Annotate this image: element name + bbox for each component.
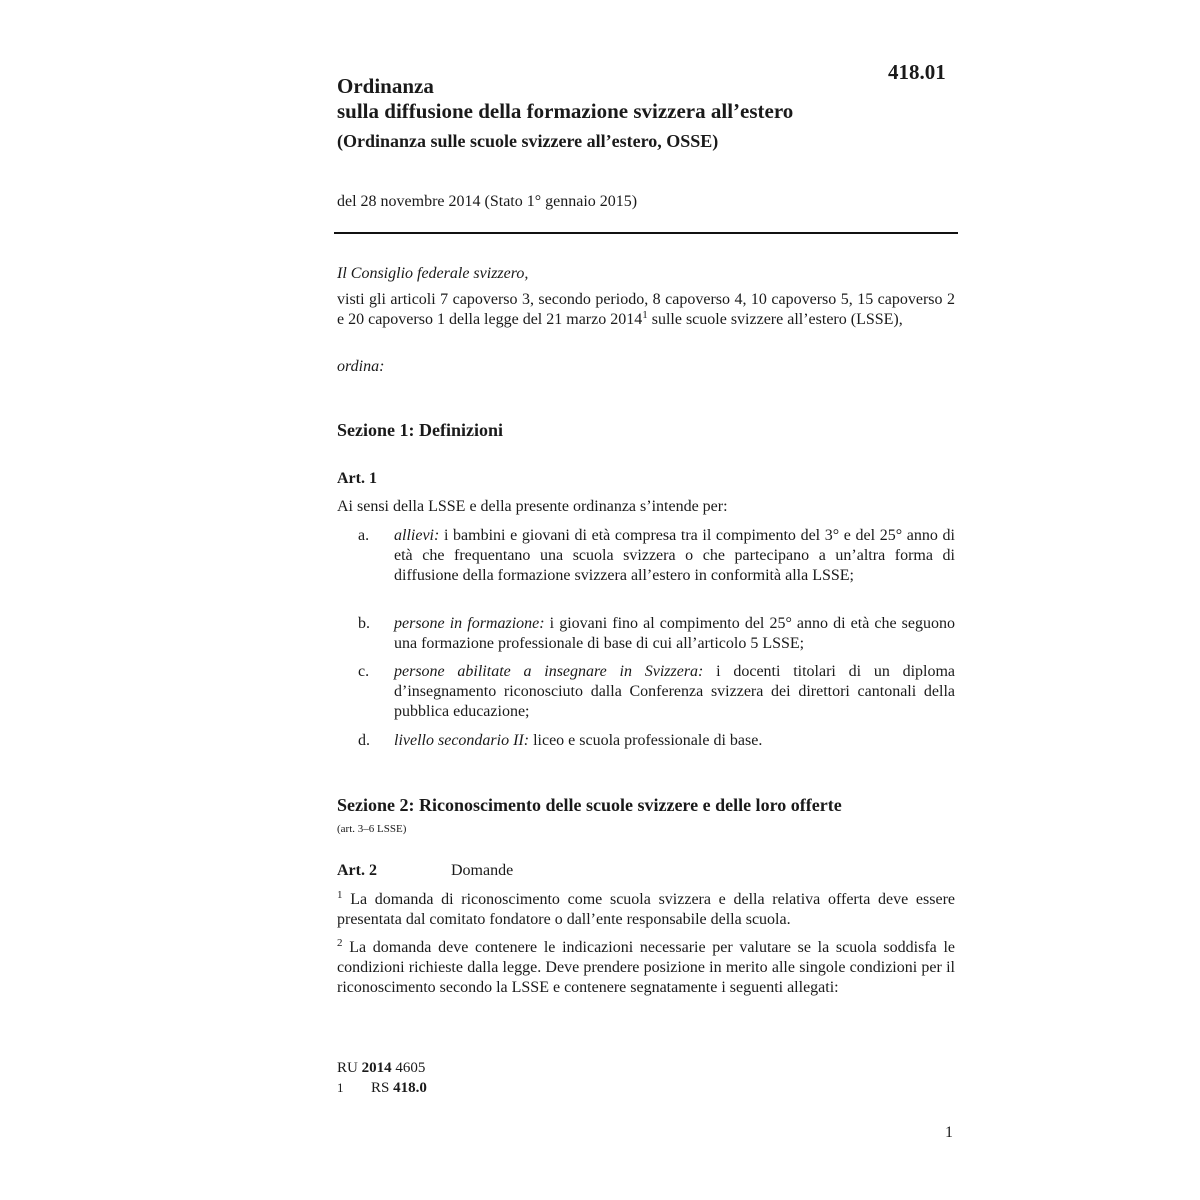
paragraph-text: La domanda deve contenere le indicazioni necessarie per valutare se la scuola soddisfa le condizioni richieste dalla legge. Deve prendere posizione in merito alle singole condizioni per il riconoscimento secondo la LSSE e contenere segnatamente i seguenti allegati:	[337, 939, 955, 996]
preamble-considering	[337, 290, 955, 330]
ru-prefix: RU	[337, 1060, 362, 1076]
definition-item-d	[337, 731, 955, 751]
article-2-paragraph-2	[337, 938, 955, 998]
paragraph-number: 1	[337, 889, 343, 901]
document-number: 418.01	[888, 60, 946, 84]
considering-text-2: sulle scuole svizzere all’estero (LSSE),	[647, 311, 903, 328]
definition-text: liceo e scuola professionale di base.	[529, 732, 763, 749]
section-1-title: Sezione 1: Definizioni	[337, 420, 503, 440]
list-letter: a.	[358, 527, 370, 544]
definition-term: persone in formazione:	[394, 615, 545, 632]
paragraph-text: La domanda di riconoscimento come scuola svizzera e della relativa offerta deve essere presentata dal comitato fondatore o dall’ente responsabile della scuola.	[337, 891, 955, 928]
definition-term: livello secondario II:	[394, 732, 530, 749]
document-date: del 28 novembre 2014 (Stato 1° gennaio 2015)	[337, 193, 638, 210]
considering-text-1: visti gli articoli 7 capoverso 3, secondo periodo, 8 capoverso 4, 10 capoverso 5, 15 capoverso 2 e 20 capoverso 1 della legge del 21 marzo 2014	[337, 291, 955, 328]
preamble-authority: Il Consiglio federale svizzero,	[337, 265, 529, 282]
page-number: 1	[945, 1124, 953, 1141]
list-letter: d.	[358, 732, 370, 749]
article-1-intro: Ai sensi della LSSE e della presente ordinanza s’intende per:	[337, 498, 728, 515]
article-2-paragraph-1	[337, 890, 955, 930]
title-block	[337, 74, 793, 153]
ru-year: 2014	[361, 1060, 392, 1076]
article-1-title: Art. 1	[337, 470, 377, 487]
definition-item-a	[337, 526, 955, 586]
subtitle: (Ordinanza sulle scuole svizzere all’estero, OSSE)	[337, 131, 719, 151]
definition-item-b	[337, 614, 955, 654]
official-collection-ref	[337, 1058, 955, 1078]
footnote-ref-1[interactable]: 1	[642, 309, 648, 321]
definition-term: persone abilitate a insegnare in Svizzera:	[394, 663, 704, 680]
paragraph-number: 2	[337, 937, 343, 949]
footnote-reference: 418.0	[393, 1080, 427, 1096]
article-2-title: Art. 2	[337, 862, 377, 879]
definition-text: i docenti titolari di un diploma d’insegnamento riconosciuto dalla Conferenza svizzera dei direttori cantonali della pubblica educazione;	[394, 663, 956, 720]
definition-text: i bambini e giovani di età compresa tra il compimento del 3° e del 25° anno di età che frequentano una scuola svizzera o che partecipano a un’altra forma di diffusione della formazione svizzera all’estero in conformità alla LSSE;	[394, 527, 955, 584]
definition-text: i giovani fino al compimento del 25° anno di età che seguono una formazione professionale di base di cui all’articolo 5 LSSE;	[394, 615, 955, 652]
ru-page: 4605	[391, 1060, 426, 1076]
preamble-decrees: ordina:	[337, 358, 385, 375]
footnote-1	[337, 1078, 955, 1098]
definition-term: allievi:	[394, 527, 440, 544]
section-2-reference: (art. 3–6 LSSE)	[337, 823, 407, 835]
list-letter: c.	[358, 663, 370, 680]
title-line-1: Ordinanza	[337, 74, 434, 98]
footnote-prefix: RS	[371, 1080, 394, 1096]
definition-item-c	[337, 662, 955, 722]
section-2-title: Sezione 2: Riconoscimento delle scuole svizzere e delle loro offerte	[337, 795, 842, 815]
title-line-2: sulla diffusione della formazione svizzera all’estero	[337, 99, 794, 123]
list-letter: b.	[358, 615, 370, 632]
article-2-header	[337, 861, 955, 881]
header-divider	[334, 232, 958, 234]
article-2-heading: Domande	[451, 862, 514, 879]
footnote-number: 1	[337, 1080, 344, 1095]
